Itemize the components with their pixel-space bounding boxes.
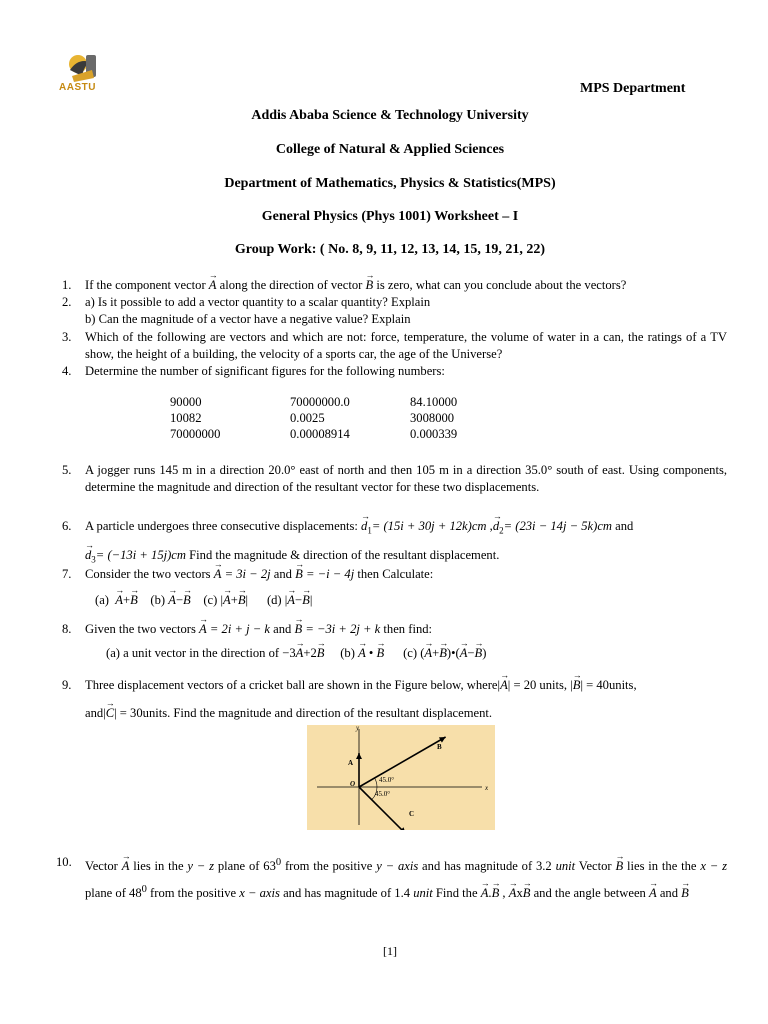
y-axis-label: y: [356, 725, 360, 732]
university-title: Addis Ababa Science & Technology University: [251, 108, 529, 123]
table-row: 10082 0.0025 3008000: [170, 411, 455, 425]
group-work-title: Group Work: ( No. 8, 9, 11, 12, 13, 14, 15, 19, 21, 22): [234, 242, 546, 257]
vector-B: → B: [365, 277, 373, 294]
course-title: General Physics (Phys 1001) Worksheet – I: [261, 209, 519, 224]
question-number: 6.: [62, 519, 72, 533]
question-number: 8.: [62, 622, 72, 636]
logo-text: AASTU: [59, 82, 96, 93]
vector-c-label: C: [409, 810, 415, 818]
question-2a: a) Is it possible to add a vector quantity to a scalar quantity? Explain: [85, 295, 431, 309]
question-1: 1. If the component vector → A along the direction of vector → B is zero, what can you conclude about the vectors?: [62, 277, 727, 294]
question-2b: b) Can the magnitude of a vector have a negative value? Explain: [85, 312, 411, 326]
question-6: 6. A particle undergoes three consecutive displacements: → $d_1= (15i + 30j + 12k)cm$ ,→ $d_2= (23i - 14j - 5k)cm$ and → $d_3= (-13i + 15j)cm$ Find the magnitude & direction of the resultant displacement.: [62, 514, 727, 571]
college-title: College of Natural & Applied Sciences: [275, 142, 505, 157]
question-number: 3.: [62, 330, 72, 344]
question-10: 10. Vector → A lies in the y − z plane of $63^0$ from the positive y − axis and has magnitude of 3.2 unit Vector → B lies in the the x − z plane of $48^0$ from the positive x − axis and has magnitude of 1.4 unit Find the → A.→ B , → Ax→ B and the angle between → A and → B: [62, 851, 727, 905]
question-number: 2.: [62, 295, 72, 309]
question-5: 5. A jogger runs 145 m in a direction 20.0° east of north and then 105 m in a direction 35.0° south of east. Using components, determine the magnitude and direction of the resultant vector for these two displacements.: [62, 463, 727, 494]
question-number: 9.: [62, 678, 72, 692]
table-row: 70000000 0.00008914 0.000339: [170, 427, 458, 441]
department-title: Department of Mathematics, Physics & Statistics(MPS): [224, 176, 556, 191]
department-label: MPS Department: [580, 81, 686, 96]
question-3: 3. Which of the following are vectors and which are not: force, temperature, the volume of water in a can, the ratings of a TV show, the height of a building, the velocity of a sports car, the age of the Universe?: [62, 330, 727, 361]
vector-b-arrow: [359, 737, 446, 787]
vector-A: → A: [209, 277, 217, 294]
angle-arc-1: [375, 778, 377, 787]
question-number: 10.: [56, 855, 72, 869]
vector-a-arrowhead: [356, 753, 362, 759]
question-number: 7.: [62, 567, 72, 581]
question-number: 4.: [62, 364, 72, 378]
vector-a-label: A: [348, 759, 354, 767]
displacement-vectors-figure: [307, 725, 495, 830]
question-8-parts: (a) a unit vector in the direction of −3→ A+2→ B (b) → A • → B (c) (→ A+→ B)•(→ A−→ B): [106, 645, 768, 662]
question-number: 1.: [62, 278, 72, 292]
angle-label-2: 45.0°: [375, 790, 391, 798]
table-row: 90000 70000000.0 84.10000: [170, 395, 458, 409]
angle-label-1: 45.0°: [379, 776, 395, 784]
question-7: 7. Consider the two vectors → A = 3i − 2j and → B = −i − 4j then Calculate:: [62, 566, 727, 583]
question-number: 5.: [62, 463, 72, 477]
question-7-parts: (a) → A+→ B (b) → A−→ B (c) |→ A+→ B| (d) |→ A−→ B|: [95, 592, 760, 609]
question-8: 8. Given the two vectors → A = 2i + j − k and → B = −3i + 2j + k then find:: [62, 621, 727, 638]
question-4: 4. Determine the number of significant figures for the following numbers:: [62, 364, 445, 378]
x-axis-label: x: [485, 784, 489, 792]
page-number: [1]: [383, 944, 397, 958]
question-9: 9. Three displacement vectors of a cricket ball are shown in the Figure below, where|→ A| = 20 units, |→ B| = 40units, and|→ C| = 30units. Find the magnitude and direction of the resultant displacement.: [62, 671, 727, 727]
question-2: [62, 294, 727, 311]
origin-label: O: [350, 780, 356, 788]
sig-fig-table: [170, 395, 530, 443]
vector-b-label: B: [437, 743, 442, 751]
